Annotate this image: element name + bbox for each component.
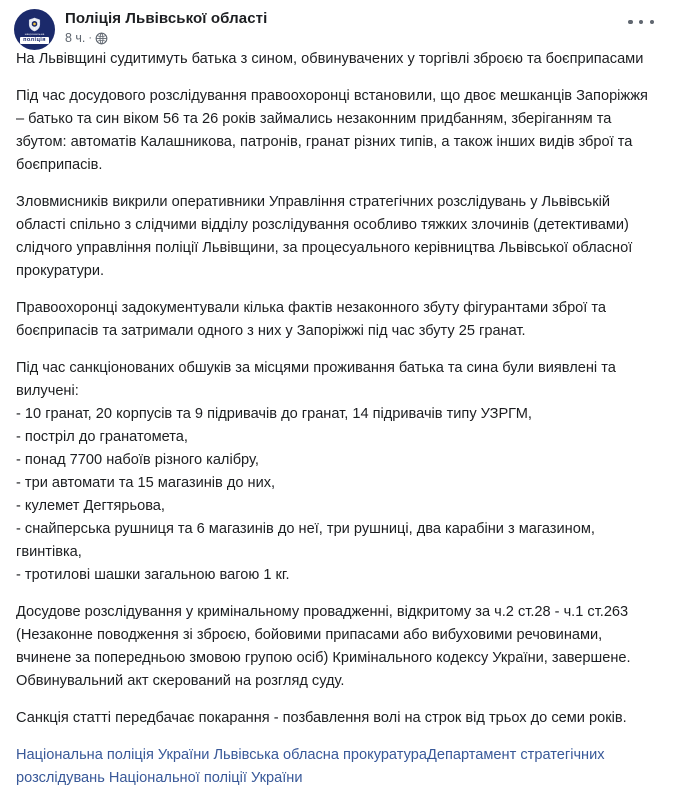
avatar-band-text: поліція	[20, 37, 49, 44]
tagged-link-national-police[interactable]: Національна поліція України	[16, 747, 210, 763]
menu-dot	[628, 20, 633, 25]
list-item: - понад 7700 набоїв різного калібру,	[16, 452, 259, 468]
more-options-icon[interactable]	[628, 16, 654, 28]
list-item: - три автомати та 15 магазинів до них,	[16, 475, 276, 491]
tagged-link-strategic-department[interactable]: Департамент стратегічних розслідувань Національної поліції України	[16, 747, 605, 786]
list-item: - снайперська рушниця та 6 магазинів до неї, три рушниці, два карабіни з магазином, гвинтівка,	[16, 521, 599, 560]
post-paragraph-3: Правоохоронці задокументували кілька фактів незаконного збуту фігурантами зброї та боєприпасів та затримали одного з них у Запоріжжі під час збуту 25 гранат.	[16, 300, 611, 339]
post-header	[0, 0, 674, 48]
post-paragraph-2: Зловмисників викрили оперативники Управління стратегічних розслідувань у Львівській області спільно з слідчими відділу розслідування особливо тяжких злочинів (детективами) слідчого управління поліції Львівщини, за процесуального керівництва Львівської обласної прокуратури.	[16, 194, 637, 279]
list-item: - постріл до гранатомета,	[16, 429, 188, 445]
post-paragraph-1: Під час досудового розслідування правоохоронці встановили, що двоє мешканців Запоріжжя – батько та син віком 56 та 26 років займались незаконним придбанням, зберіганням та збутом: автоматів Калашникова, патронів, гранат різних типів, а також інших видів зброї та боєприпасів.	[16, 88, 652, 173]
post-legal-paragraph: Досудове розслідування у кримінальному провадженні, відкритому за ч.2 ст.28 - ч.1 ст.263 (Незаконне поводження зі зброєю, бойовими припасами або вибуховими речовинами, вчинене за попередньою змовою групою осіб) Кримінального кодексу України, завершене. Обвинувальний акт скерований на розгляд суду.	[16, 604, 635, 689]
avatar[interactable]	[14, 9, 55, 50]
page-name[interactable]: Поліція Львівської області	[65, 10, 268, 27]
globe-icon[interactable]	[95, 32, 108, 45]
list-item: - кулемет Дегтярьова,	[16, 498, 165, 514]
menu-dot	[650, 20, 655, 25]
post-author-block	[65, 9, 267, 46]
meta-separator: ·	[88, 32, 93, 44]
tagged-link-lviv-prosecutor[interactable]: Львівська обласна прокуратура	[213, 747, 427, 763]
police-badge-icon	[27, 17, 42, 32]
post-timestamp[interactable]: 8 ч.	[65, 31, 86, 45]
menu-dot	[639, 20, 644, 25]
post-body	[0, 48, 674, 790]
list-item: - 10 гранат, 20 корпусів та 9 підривачів до гранат, 14 підривачів типу УЗРГМ,	[16, 406, 532, 422]
seized-items-block	[16, 357, 660, 587]
post-headline: На Львівщині судитимуть батька з сином, обвинувачених у торгівлі зброєю та боєприпасами	[16, 51, 644, 67]
tagged-links	[16, 744, 660, 790]
post-meta	[65, 30, 267, 46]
seized-items-intro: Під час санкціонованих обшуків за місцями проживання батька та сина були виявлені та вилучені:	[16, 360, 620, 399]
post-sanction-paragraph: Санкція статті передбачає покарання - позбавлення волі на строк від трьох до семи років.	[16, 710, 627, 726]
list-item: - тротилові шашки загальною вагою 1 кг.	[16, 567, 290, 583]
avatar-top-text: національна	[24, 33, 45, 37]
